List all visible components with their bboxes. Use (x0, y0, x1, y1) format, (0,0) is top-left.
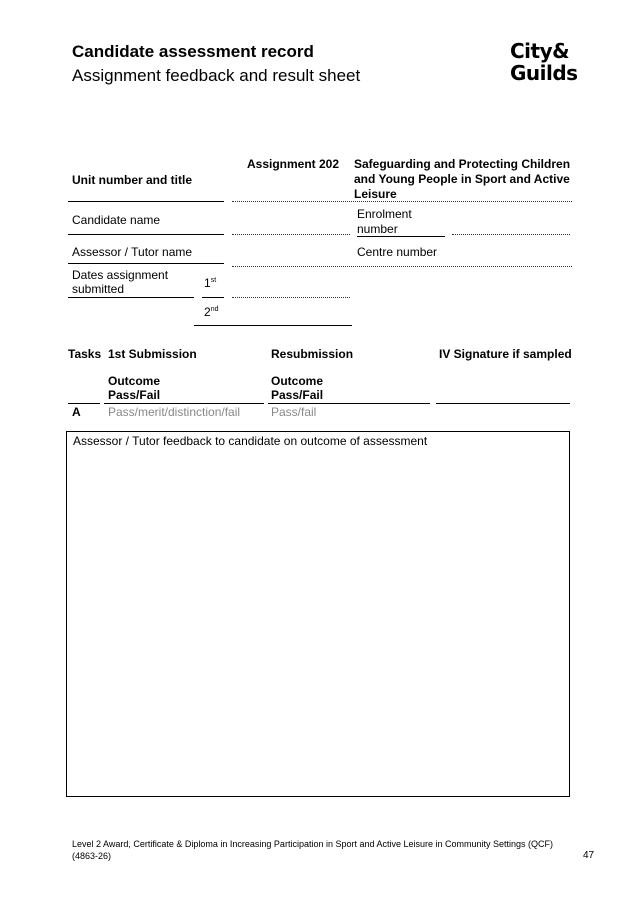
assessor-underline (68, 263, 224, 264)
centre-number-label: Centre number (357, 245, 438, 259)
outcome-label-1: Outcome (108, 374, 161, 388)
unit-title: Safeguarding and Protecting Children and Young People in Sport and Active Leisure (354, 157, 571, 201)
unit-underline (68, 201, 224, 202)
candidate-name-label: Candidate name (72, 213, 161, 227)
iv-signature-header: IV Signature if sampled (439, 347, 572, 361)
tasks-header: Tasks (68, 347, 102, 361)
enrolment-number-label: Enrolment number (357, 207, 412, 236)
footer-text (72, 838, 572, 862)
outcome-label-2: Outcome (271, 374, 324, 388)
logo-line-1: City& (510, 39, 570, 63)
assignment-number: Assignment 202 (247, 157, 340, 171)
first-date-field[interactable] (232, 297, 350, 298)
passfail-label-2: Pass/Fail (271, 388, 324, 402)
dates-submitted-label: Dates assignment submitted (72, 268, 169, 296)
tasks-col-line (68, 403, 100, 404)
unit-dotted-line (232, 201, 572, 202)
first-submission-header: 1st Submission (108, 347, 197, 361)
first-date-label: 1st (204, 276, 217, 290)
footer-line-1: Level 2 Award, Certificate & Diploma in Increasing Participation in Sport and Active Leisure in Community Settings (QCF) (72, 839, 554, 849)
passfail-label-1: Pass/Fail (108, 388, 161, 402)
footer-line-2: (4863-26) (72, 851, 112, 861)
first-submission-col-line (104, 403, 264, 404)
candidate-name-field[interactable] (232, 234, 350, 235)
task-a-label: A (72, 405, 81, 419)
city-guilds-logo (510, 40, 590, 90)
resubmission-col-line (268, 403, 430, 404)
page-subtitle: Assignment feedback and result sheet (72, 66, 361, 85)
resubmission-header: Resubmission (271, 347, 354, 361)
page-title: Candidate assessment record (72, 42, 314, 61)
unit-label: Unit number and title (72, 173, 192, 187)
enrolment-number-field[interactable] (452, 234, 570, 235)
candidate-name-underline (68, 234, 224, 235)
enrolment-underline (357, 236, 445, 237)
logo-line-2: Guilds (510, 61, 578, 85)
task-a-resub-outcome[interactable]: Pass/fail (271, 405, 317, 419)
page-number: 47 (583, 850, 595, 861)
second-date-label: 2nd (204, 305, 219, 319)
first-date-underline (202, 297, 224, 298)
assessor-centre-field[interactable] (232, 266, 572, 267)
assessor-name-label: Assessor / Tutor name (72, 245, 193, 259)
dates-underline (68, 297, 194, 298)
feedback-box[interactable] (66, 431, 570, 797)
task-a-first-outcome[interactable]: Pass/merit/distinction/fail (108, 405, 241, 419)
iv-signature-col-line (436, 403, 570, 404)
second-date-field[interactable] (194, 325, 352, 326)
feedback-label: Assessor / Tutor feedback to candidate on outcome of assessment (73, 434, 428, 448)
